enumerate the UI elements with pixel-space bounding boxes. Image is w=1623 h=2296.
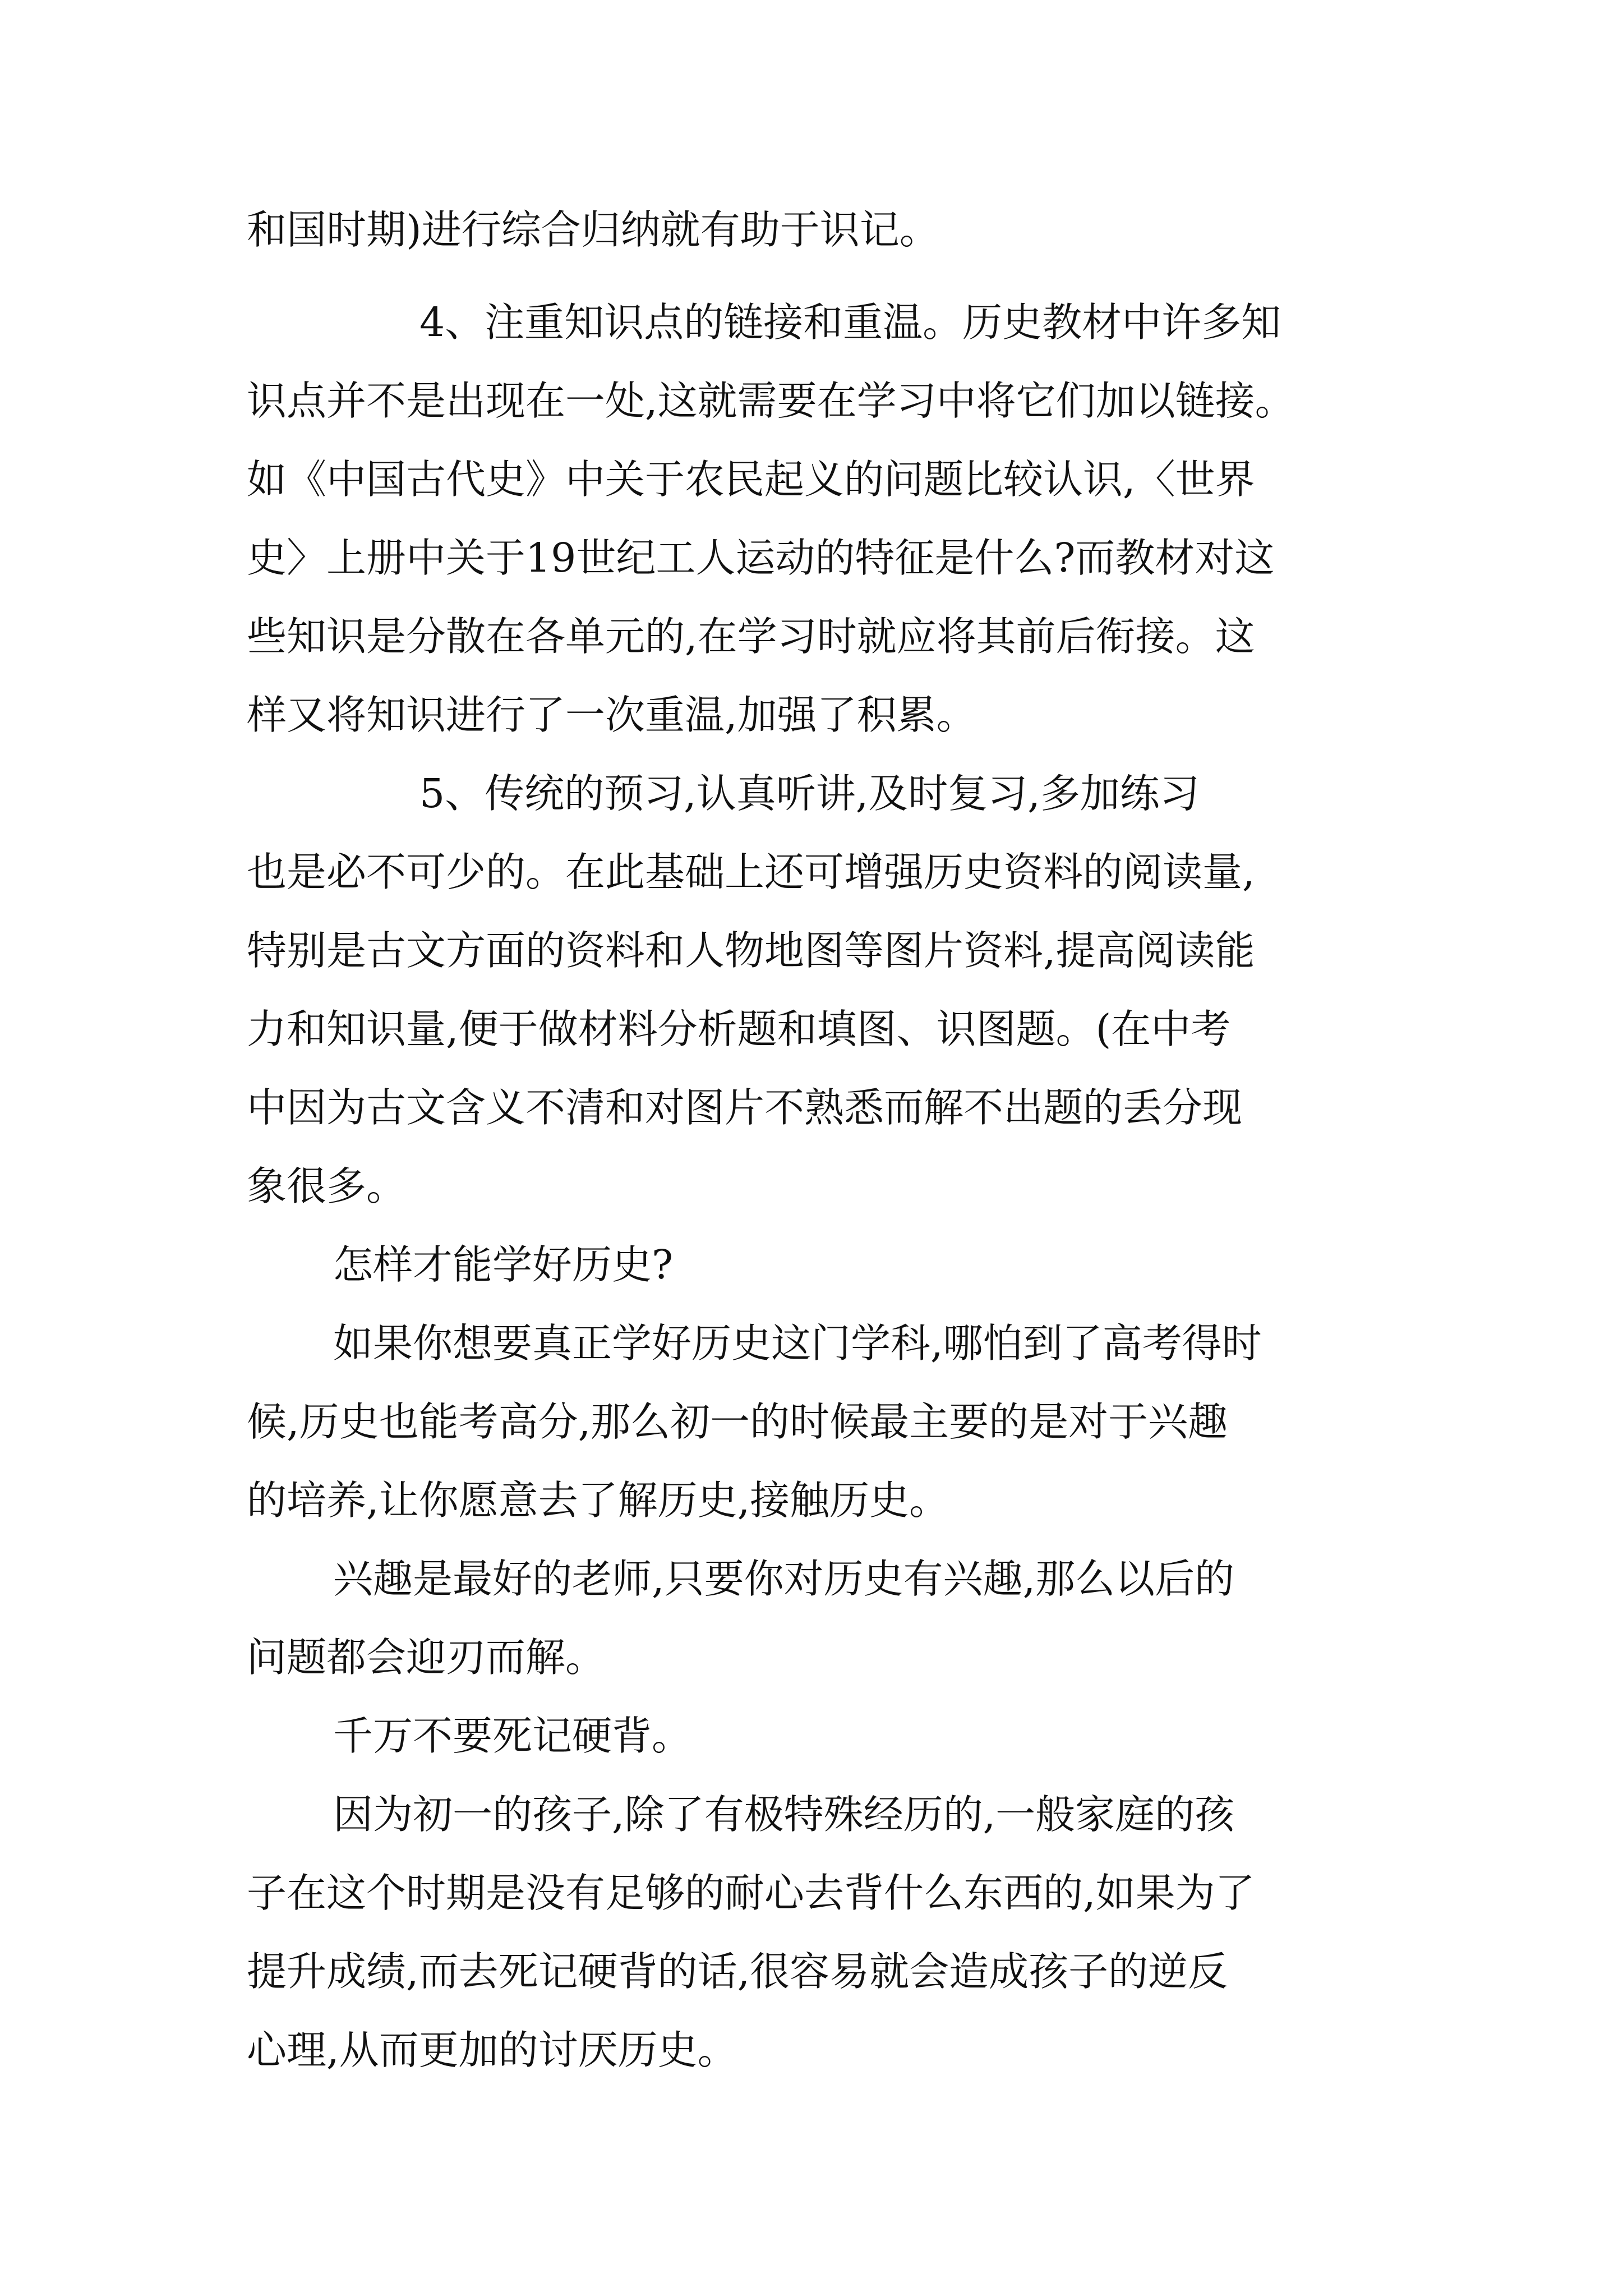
text-line: 样又将知识进行了一次重温,加强了积累。 xyxy=(247,692,976,738)
text-line: 千万不要死记硬背。 xyxy=(333,1713,692,1759)
text-line: 特别是古文方面的资料和人物地图等图片资料,提高阅读能 xyxy=(247,927,1255,974)
text-line: 候,历史也能考高分,那么初一的时候最主要的是对于兴趣 xyxy=(247,1398,1228,1445)
text-line: 识点并不是出现在一处,这就需要在学习中将它们加以链接。 xyxy=(247,378,1295,424)
text-line: 力和知识量,便于做材料分析题和填图、识图题。(在中考 xyxy=(247,1006,1231,1052)
text-line: 如《中国古代史》中关于农民起义的问题比较认识,〈世界 xyxy=(247,456,1255,503)
text-line: 和国时期)进行综合归纳就有助于识记。 xyxy=(247,206,939,253)
text-line: 史〉上册中关于19世纪工人运动的特征是什么?而教材对这 xyxy=(247,535,1275,581)
text-line: 提升成绩,而去死记硬背的话,很容易就会造成孩子的逆反 xyxy=(247,1948,1228,1995)
text-line: 些知识是分散在各单元的,在学习时就应将其前后衔接。这 xyxy=(247,613,1255,660)
text-line: 5、传统的预习,认真听讲,及时复习,多加练习 xyxy=(419,770,1200,817)
text-line: 中因为古文含义不清和对图片不熟悉而解不出题的丢分现 xyxy=(247,1084,1243,1131)
text-line: 问题都会迎刃而解。 xyxy=(247,1634,606,1681)
text-line: 也是必不可少的。在此基础上还可增强历史资料的阅读量, xyxy=(247,849,1255,895)
text-line: 的培养,让你愿意去了解历史,接触历史。 xyxy=(247,1477,949,1524)
text-line: 兴趣是最好的老师,只要你对历史有兴趣,那么以后的 xyxy=(333,1556,1235,1602)
text-line: 子在这个时期是没有足够的耐心去背什么东西的,如果为了 xyxy=(247,1870,1255,1916)
text-line: 心理,从而更加的讨厌历史。 xyxy=(247,2027,737,2073)
text-line: 象很多。 xyxy=(247,1163,407,1209)
text-line: 如果你想要真正学好历史这门学科,哪怕到了高考得时 xyxy=(333,1320,1262,1366)
text-line: 因为初一的孩子,除了有极特殊经历的,一般家庭的孩 xyxy=(333,1791,1235,1838)
section-heading: 怎样才能学好历史? xyxy=(333,1241,674,1288)
text-line: 4、注重知识点的链接和重温。历史教材中许多知 xyxy=(419,299,1281,346)
